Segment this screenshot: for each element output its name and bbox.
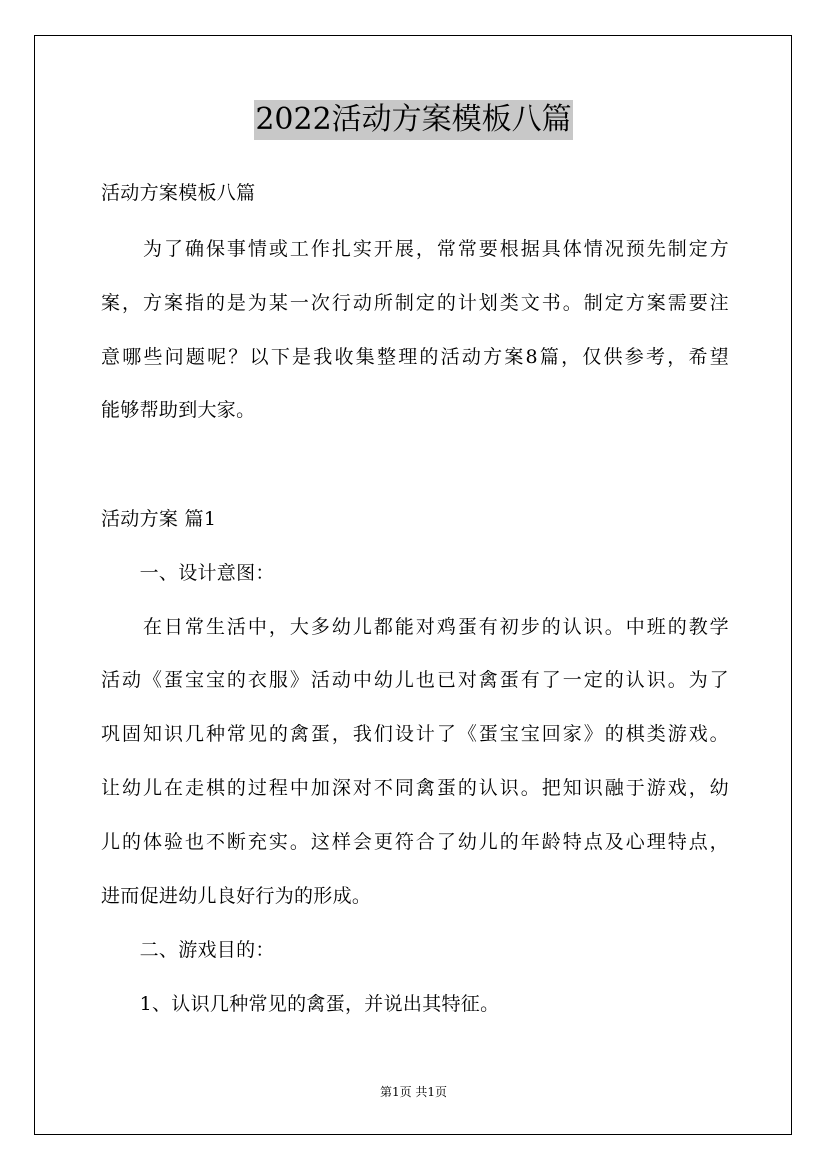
paragraph-line: 活动《蛋宝宝的衣服》活动中幼儿也已对禽蛋有了一定的认识。为了: [101, 669, 729, 691]
document-title: 2022活动方案模板八篇: [254, 100, 572, 140]
title-container: [0, 100, 827, 140]
paragraph-line: 进而促进幼儿良好行为的形成。: [101, 885, 372, 907]
page-footer: 第1页 共1页: [379, 1085, 448, 1099]
subsection-heading: 一、设计意图：: [101, 562, 275, 584]
paragraph-line: 让幼儿在走棋的过程中加深对不同禽蛋的认识。把知识融于游戏，幼: [101, 777, 729, 799]
paragraph-line: 能够帮助到大家。: [101, 399, 256, 421]
subtitle-line: 活动方案模板八篇: [101, 182, 256, 204]
paragraph-line: 巩固知识几种常见的禽蛋，我们设计了《蛋宝宝回家》的棋类游戏。: [101, 723, 729, 745]
section-heading: 活动方案 篇1: [101, 508, 217, 530]
paragraph-line: 为了确保事情或工作扎实开展，常常要根据具体情况预先制定方: [101, 238, 729, 260]
paragraph-line: 意哪些问题呢？以下是我收集整理的活动方案8篇，仅供参考，希望: [101, 346, 729, 368]
subsection-heading: 二、游戏目的：: [101, 939, 275, 961]
list-item: 1、认识几种常见的禽蛋，并说出其特征。: [101, 993, 500, 1015]
paragraph-line: 儿的体验也不断充实。这样会更符合了幼儿的年龄特点及心理特点，: [101, 831, 729, 853]
paragraph-line: 在日常生活中，大多幼儿都能对鸡蛋有初步的认识。中班的教学: [101, 616, 729, 638]
paragraph-line: 案，方案指的是为某一次行动所制定的计划类文书。制定方案需要注: [101, 292, 729, 314]
